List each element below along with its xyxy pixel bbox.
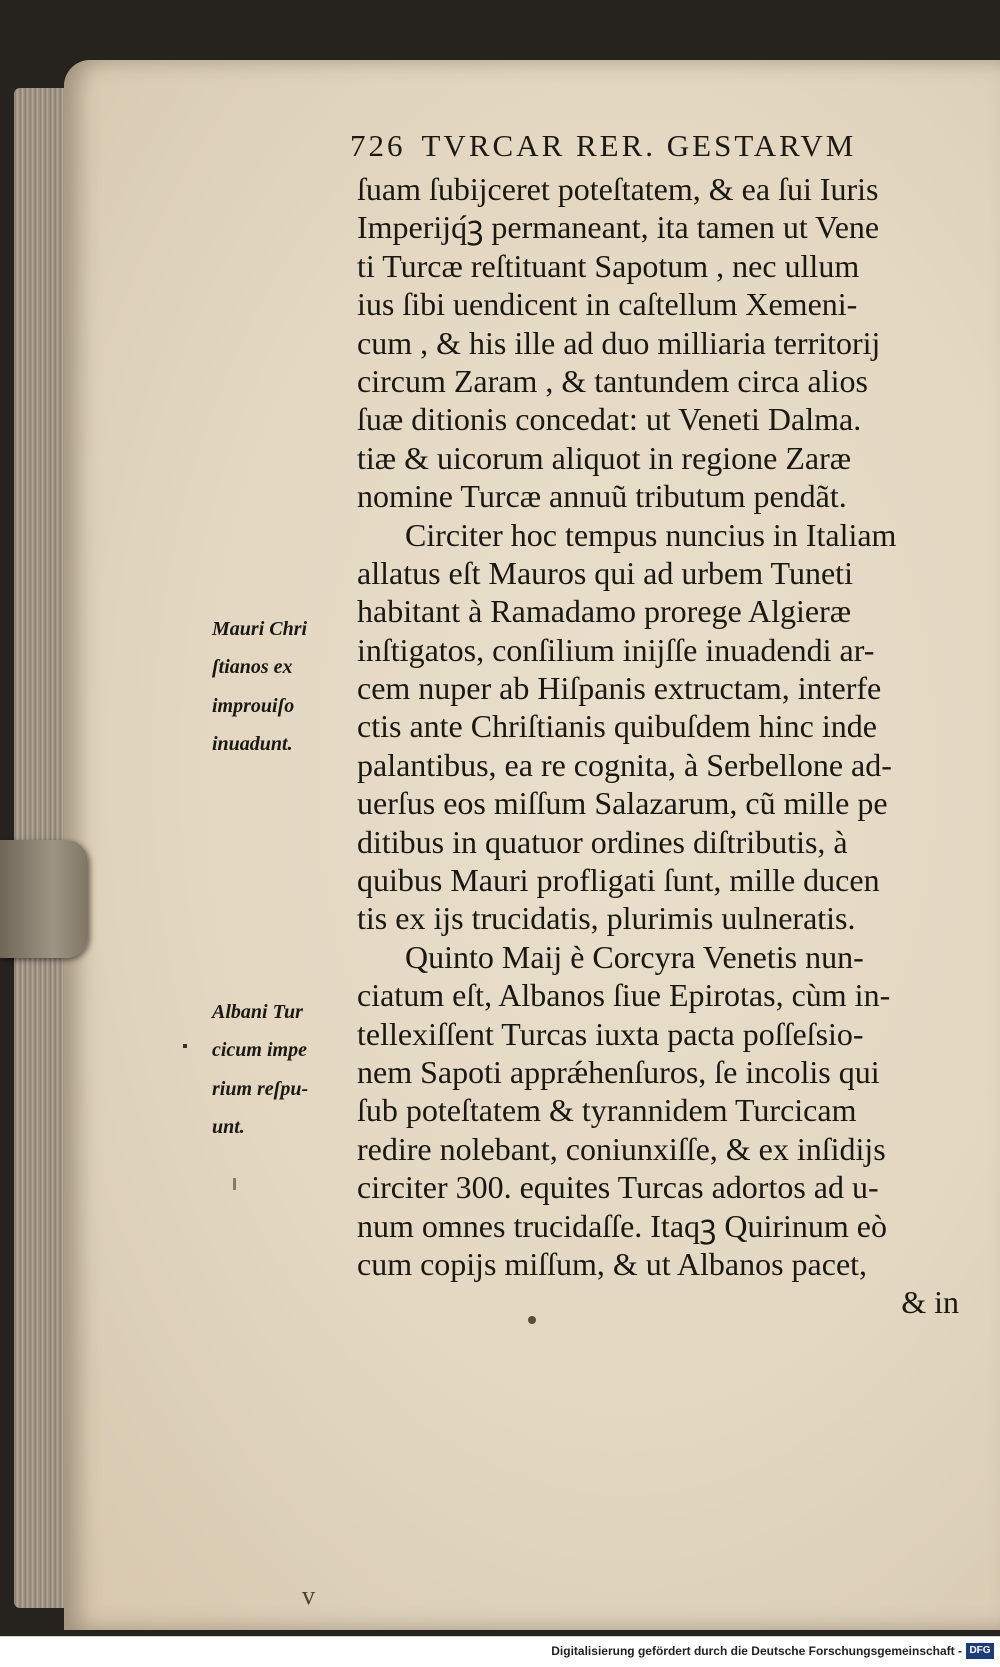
text-line: tellexiſſent Turcas iuxta pacta poſſeſsio- [357, 1015, 864, 1052]
text-line: num omnes trucidaſſe. Itaqꝫ Quirinum eò [357, 1207, 888, 1244]
text-line: cem nuper ab Hiſpanis extructam, interfe [357, 670, 882, 707]
margin-note-line: improuiſo [212, 694, 295, 717]
paragraph-start-line: Quinto Maĳ è Corcyra Venetis nun- [405, 938, 864, 975]
text-line: cum copĳs miſſum, & ut Albanos pacet, [357, 1245, 868, 1282]
margin-note-line: ſtianos ex [212, 656, 293, 679]
page-number: 726 [350, 128, 406, 163]
text-line: tis ex ĳs trucidatis, plurimis uulneratis. [357, 900, 856, 937]
ink-mark [233, 1178, 236, 1190]
text-line: Imperĳq́ꝫ permaneant, ita tamen ut Vene [357, 209, 880, 246]
text-line: circum Zaram , & tantundem circa alios [357, 362, 868, 399]
text-line: inſtigatos, conſilium inĳſſe inuadendi ar- [357, 631, 875, 668]
body-text [357, 170, 969, 1322]
text-line: ti Turcæ reſtituant Sapotum , nec ullum [357, 247, 860, 284]
margin-note-line: cicum impe [212, 1039, 307, 1062]
margin-note-line: inuadunt. [212, 733, 293, 756]
text-line: allatus eſt Mauros qui ad urbem Tuneti [357, 554, 853, 591]
text-line: habitant à Ramadamo prorege Algieræ [357, 593, 852, 630]
margin-note-albani [212, 993, 354, 1147]
text-line: cum , & his ille ad duo milliaria territorĳ [357, 324, 881, 361]
paragraph-start-line: Circiter hoc tempus nuncius in Italiam [405, 516, 897, 553]
footer-credit-text: Digitalisierung gefördert durch die Deutsche Forschungsgemeinschaft - [551, 1644, 962, 1658]
text-line: nem Sapoti apprǽhenſuros, ſe incolis qui [357, 1053, 880, 1090]
margin-note-line: Mauri Chri [212, 618, 308, 640]
catchword: & in [901, 1284, 959, 1321]
text-line: quibus Mauri profligati ſunt, mille ducen [357, 862, 880, 899]
margin-note-line: Albani Tur [212, 1001, 303, 1023]
ink-speck [183, 1044, 187, 1048]
digitization-footer [0, 1636, 1000, 1667]
running-head-title: TVRCAR RER. GESTARVM [421, 128, 857, 163]
text-line: ſuam ſubĳceret poteſtatem, & ea ſui Iuris [357, 171, 879, 207]
dfg-logo-icon: DFG [966, 1643, 994, 1659]
text-line: nomine Turcæ annuũ tributum pendãt. [357, 478, 847, 515]
running-head [350, 128, 910, 164]
text-line: uerſus eos miſſum Salazarum, cũ mille pe [357, 785, 888, 822]
text-line: redire nolebant, coniunxiſſe, & ex inſidĳs [357, 1130, 886, 1167]
text-line: palantibus, ea re cognita, à Serbellone ad- [357, 746, 892, 783]
text-line: ius ſibi uendicent in caſtellum Xemeni- [357, 286, 858, 323]
text-line: ſuæ ditionis concedat: ut Veneti Dalma. [357, 401, 862, 438]
text-line: circiter 300. equites Turcas adortos ad u- [357, 1169, 879, 1206]
text-line: tiæ & uicorum aliquot in regione Zaræ [357, 439, 852, 476]
text-line: ſub poteſtatem & tyrannidem Turcicam [357, 1092, 857, 1129]
margin-note-line: unt. [212, 1116, 245, 1139]
bottom-mark: v [302, 1581, 315, 1610]
text-line: ctis ante Chriſtianis quibuſdem hinc inde [357, 708, 877, 745]
ink-spot [528, 1316, 536, 1324]
margin-note-line: rium reſpu- [212, 1077, 309, 1100]
margin-note-mauri [212, 610, 354, 764]
page-clip [0, 840, 88, 958]
text-line: ciatum eſt, Albanos ſiue Epirotas, cùm in- [357, 977, 891, 1014]
text-line: ditibus in quatuor ordines diſtributis, à [357, 823, 848, 860]
